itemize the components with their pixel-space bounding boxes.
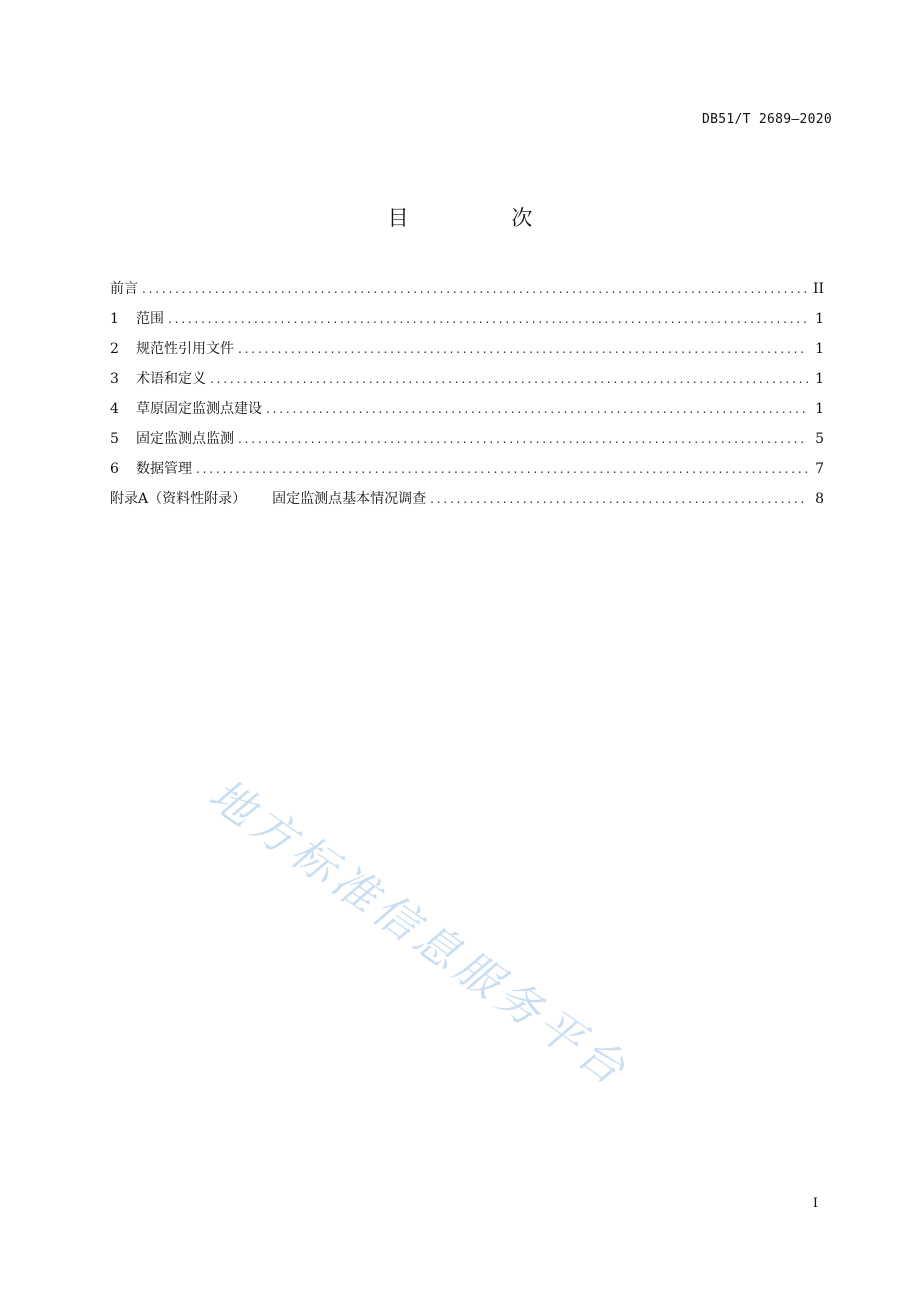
- toc-entry-page: 1: [815, 401, 824, 417]
- toc-entry-terms-definitions[interactable]: [110, 368, 824, 398]
- watermark-text: 地方标准信息服务平台: [199, 769, 639, 1098]
- dot-leader: [430, 488, 808, 510]
- toc-entry-monitoring[interactable]: [110, 428, 824, 458]
- dot-leader: [196, 458, 808, 480]
- toc-entry-label: 前言: [110, 281, 138, 297]
- toc-entry-data-management[interactable]: [110, 458, 824, 488]
- toc-entry-number: 6: [110, 461, 119, 477]
- toc-entry-foreword[interactable]: [110, 278, 824, 308]
- toc-entry-appendix-a[interactable]: [110, 488, 824, 518]
- toc-entry-normative-references[interactable]: [110, 338, 824, 368]
- toc-entry-scope[interactable]: [110, 308, 824, 338]
- toc-entry-page: 1: [815, 341, 824, 357]
- table-of-contents: [110, 278, 824, 518]
- toc-entry-number: 3: [110, 371, 119, 387]
- toc-entry-label: 规范性引用文件: [136, 341, 234, 357]
- toc-entry-page: 1: [815, 311, 824, 327]
- toc-entry-page: 1: [815, 371, 824, 387]
- toc-entry-page: 8: [815, 491, 824, 507]
- toc-entry-number: 4: [110, 401, 119, 417]
- toc-entry-page: 7: [815, 461, 824, 477]
- dot-leader: [238, 338, 808, 360]
- toc-entry-number: 1: [110, 311, 119, 327]
- toc-entry-label: 固定监测点基本情况调查: [272, 491, 427, 507]
- dot-leader: [266, 398, 808, 420]
- page-number: I: [812, 1196, 818, 1211]
- toc-entry-label: 数据管理: [136, 461, 192, 477]
- toc-entry-page: II: [812, 281, 824, 297]
- dot-leader: [210, 368, 808, 390]
- toc-title: 目 次: [387, 206, 581, 230]
- dot-leader: [238, 428, 808, 450]
- toc-entry-page: 5: [815, 431, 824, 447]
- toc-entry-label: 术语和定义: [136, 371, 206, 387]
- toc-entry-label: 草原固定监测点建设: [136, 401, 262, 417]
- standard-code: DB51/T 2689—2020: [701, 112, 832, 127]
- toc-entry-number: 2: [110, 341, 119, 357]
- toc-entry-label: 范围: [136, 311, 164, 327]
- toc-entry-label: 固定监测点监测: [136, 431, 234, 447]
- toc-entry-monitoring-point-construction[interactable]: [110, 398, 824, 428]
- toc-entry-appendix-prefix: 附录A（资料性附录）: [110, 491, 247, 507]
- toc-entry-number: 5: [110, 431, 119, 447]
- dot-leader: [142, 278, 808, 300]
- dot-leader: [168, 308, 808, 330]
